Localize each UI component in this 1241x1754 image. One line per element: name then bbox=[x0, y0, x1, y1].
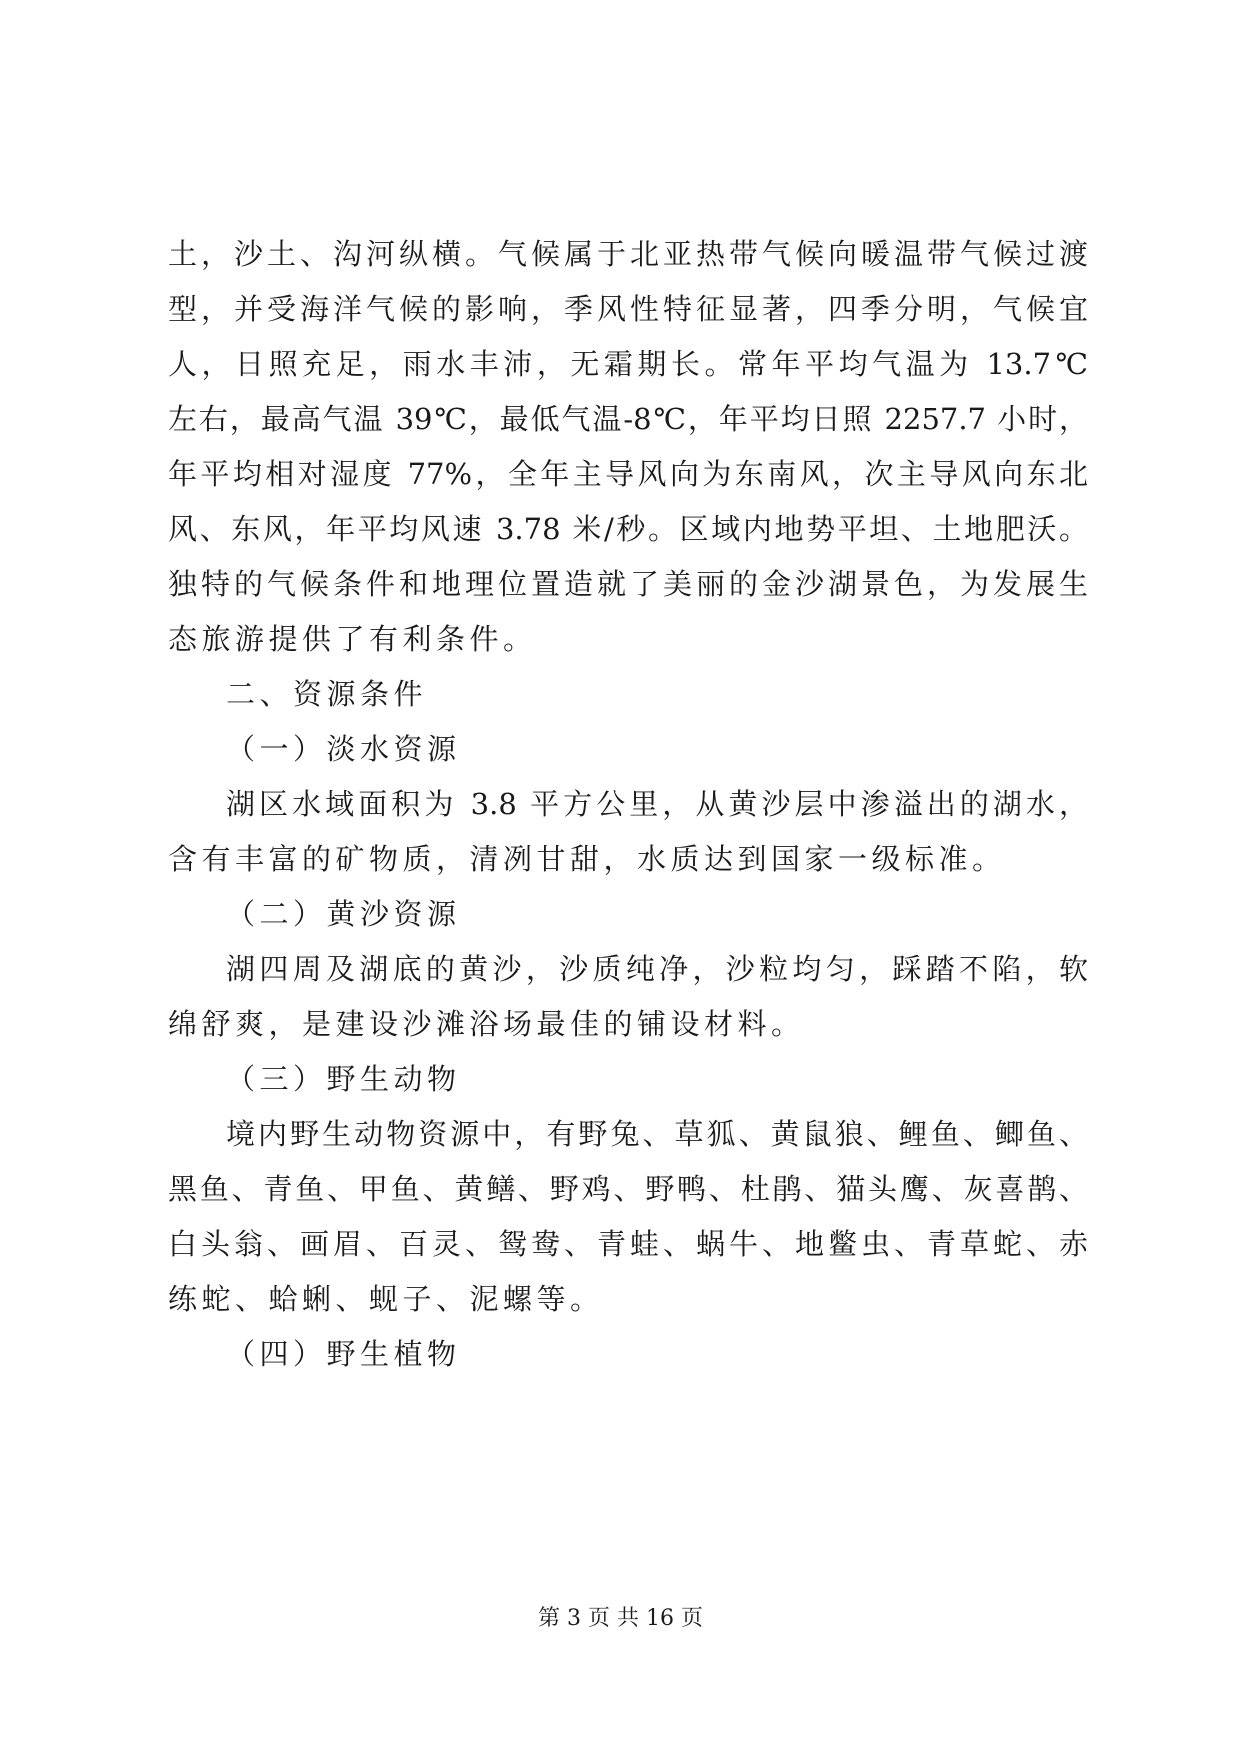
paragraph-line: 湖四周及湖底的黄沙，沙质纯净，沙粒均匀，踩踏不陷，软 bbox=[226, 952, 1088, 986]
paragraph-line: 练蛇、蛤蜊、蚬子、泥螺等。 bbox=[168, 1282, 604, 1316]
paragraph-line: 湖区水域面积为 3.8 平方公里，从黄沙层中渗溢出的湖水， bbox=[226, 787, 1088, 821]
subsection-heading: （二）黄沙资源 bbox=[226, 897, 461, 931]
subsection-heading: （一）淡水资源 bbox=[226, 732, 461, 766]
paragraph-line: 含有丰富的矿物质，清冽甘甜，水质达到国家一级标准。 bbox=[168, 842, 1006, 876]
paragraph-line: 左右，最高气温 39℃，最低气温-8℃，年平均日照 2257.7 小时， bbox=[168, 402, 1088, 436]
paragraph-line: 土，沙土、沟河纵横。气候属于北亚热带气候向暖温带气候过渡 bbox=[168, 237, 1088, 271]
paragraph-line: 黑鱼、青鱼、甲鱼、黄鳝、野鸡、野鸭、杜鹃、猫头鹰、灰喜鹊、 bbox=[168, 1172, 1088, 1206]
paragraph-line: 白头翁、画眉、百灵、鸳鸯、青蛙、蜗牛、地鳖虫、青草蛇、赤 bbox=[168, 1227, 1088, 1261]
page-footer: 第 3 页 共 16 页 bbox=[538, 1606, 703, 1631]
subsection-heading: （三）野生动物 bbox=[226, 1062, 461, 1096]
paragraph-line: 独特的气候条件和地理位置造就了美丽的金沙湖景色，为发展生 bbox=[168, 567, 1088, 601]
section-heading: 二、资源条件 bbox=[226, 677, 428, 711]
paragraph-line: 人，日照充足，雨水丰沛，无霜期长。常年平均气温为 13.7℃ bbox=[168, 347, 1088, 381]
paragraph-line: 境内野生动物资源中，有野兔、草狐、黄鼠狼、鲤鱼、鲫鱼、 bbox=[226, 1117, 1088, 1151]
paragraph-line: 绵舒爽，是建设沙滩浴场最佳的铺设材料。 bbox=[168, 1007, 805, 1041]
paragraph-line: 年平均相对湿度 77%，全年主导风向为东南风，次主导风向东北 bbox=[168, 457, 1088, 491]
paragraph-line: 态旅游提供了有利条件。 bbox=[168, 622, 537, 656]
paragraph-line: 风、东风，年平均风速 3.78 米/秒。区域内地势平坦、土地肥沃。 bbox=[168, 512, 1088, 546]
paragraph-line: 型，并受海洋气候的影响，季风性特征显著，四季分明，气候宜 bbox=[168, 292, 1088, 326]
subsection-heading: （四）野生植物 bbox=[226, 1337, 461, 1371]
